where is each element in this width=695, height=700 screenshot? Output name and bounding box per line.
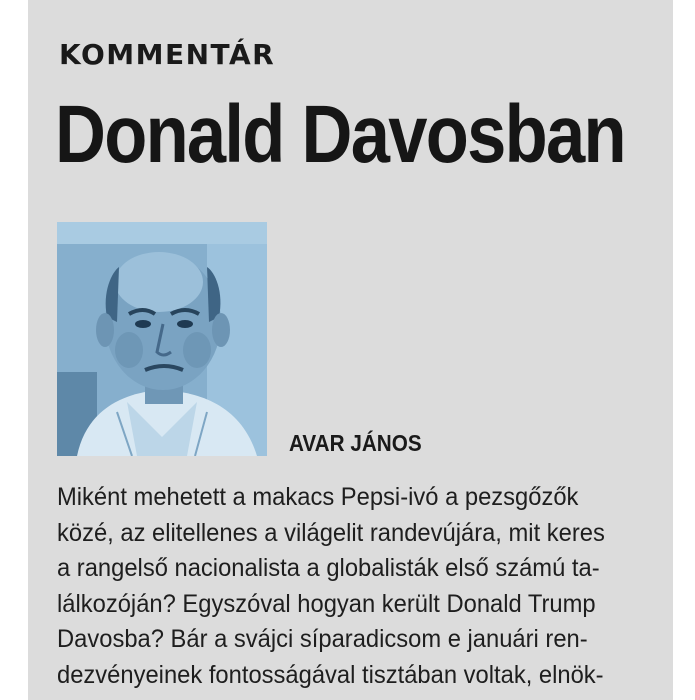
body-line: közé, az elitellenes a világelit randevújára, mit keres xyxy=(57,518,605,547)
section-kicker: KOMMENTÁR xyxy=(59,38,276,71)
author-photo xyxy=(57,222,267,456)
author-portrait-icon xyxy=(57,222,267,456)
article-page xyxy=(28,0,673,700)
body-line: lálkozóján? Egyszóval hogyan került Donald Trump xyxy=(57,589,596,618)
author-byline: AVAR JÁNOS xyxy=(289,430,422,456)
article-title: Donald Davosban xyxy=(55,89,625,180)
body-line: Miként mehetett a makacs Pepsi-ivó a pezsgőzők xyxy=(57,483,579,511)
article-body xyxy=(57,480,695,693)
body-line: a rangelső nacionalista a globalisták első számú ta- xyxy=(57,554,600,582)
body-line: dezvényeinek fontosságával tisztában voltak, elnök- xyxy=(57,660,604,689)
body-line: Davosba? Bár a svájci síparadicsom e januári ren- xyxy=(57,625,588,653)
